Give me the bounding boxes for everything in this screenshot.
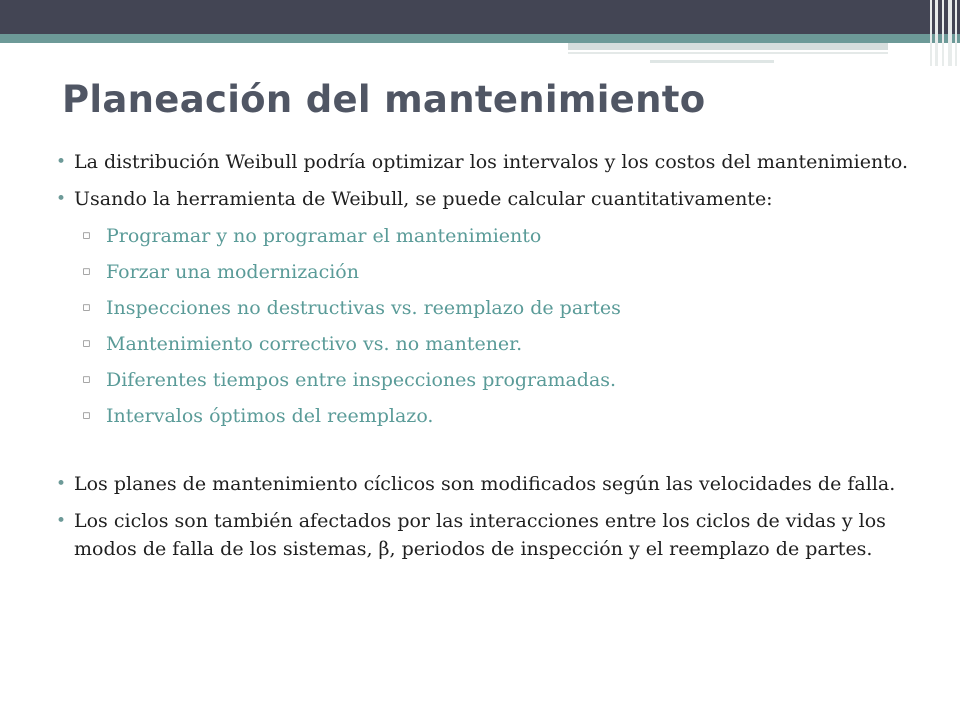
bullet-text: Los planes de mantenimiento cíclicos son modificados según las velocidades de falla. [74, 473, 896, 495]
sub-bullet-item [50, 258, 930, 286]
sub-bullet-text: Programar y no programar el mantenimiento [106, 225, 542, 247]
top-header-bar [0, 0, 960, 34]
sub-bullet-item [50, 366, 930, 394]
square-bullet-icon: ▫ [82, 228, 91, 243]
bullet-text: Usando la herramienta de Weibull, se puede calcular cuantitativamente: [74, 188, 773, 210]
accent-bar [0, 34, 960, 43]
bullet-item [50, 507, 930, 563]
sub-bullet-text: Inspecciones no destructivas vs. reemplazo de partes [106, 297, 621, 319]
bullet-text: La distribución Weibull podría optimizar los intervalos y los costos del mantenimiento. [74, 151, 909, 173]
bullet-item [50, 185, 930, 213]
sub-bullet-item [50, 402, 930, 430]
square-bullet-icon: ▫ [82, 372, 91, 387]
square-bullet-icon: ▫ [82, 264, 91, 279]
bullet-icon: • [56, 511, 67, 531]
bullet-icon: • [56, 189, 67, 209]
sub-bullet-text: Mantenimiento correctivo vs. no mantener. [106, 333, 523, 355]
bullet-item [50, 470, 930, 498]
bullet-icon: • [56, 152, 67, 172]
square-bullet-icon: ▫ [82, 408, 91, 423]
decorative-stripes [926, 0, 960, 66]
decorative-line [568, 43, 888, 50]
decorative-line [568, 52, 888, 54]
slide-body [50, 148, 930, 563]
slide-title: Planeación del mantenimiento [62, 78, 706, 121]
spacer [50, 438, 930, 470]
bullet-icon: • [56, 474, 67, 494]
sub-bullet-item [50, 222, 930, 250]
bullet-text: Los ciclos son también afectados por las interacciones entre los ciclos de vidas y los modos de falla de los sistemas, β, periodos de inspección y el reemplazo de partes. [74, 510, 886, 560]
square-bullet-icon: ▫ [82, 336, 91, 351]
sub-bullet-text: Intervalos óptimos del reemplazo. [106, 405, 434, 427]
bullet-item [50, 148, 930, 176]
decorative-line [650, 60, 774, 63]
sub-bullet-item [50, 330, 930, 358]
square-bullet-icon: ▫ [82, 300, 91, 315]
sub-bullet-item [50, 294, 930, 322]
sub-bullet-text: Forzar una modernización [106, 261, 359, 283]
sub-bullet-text: Diferentes tiempos entre inspecciones programadas. [106, 369, 617, 391]
